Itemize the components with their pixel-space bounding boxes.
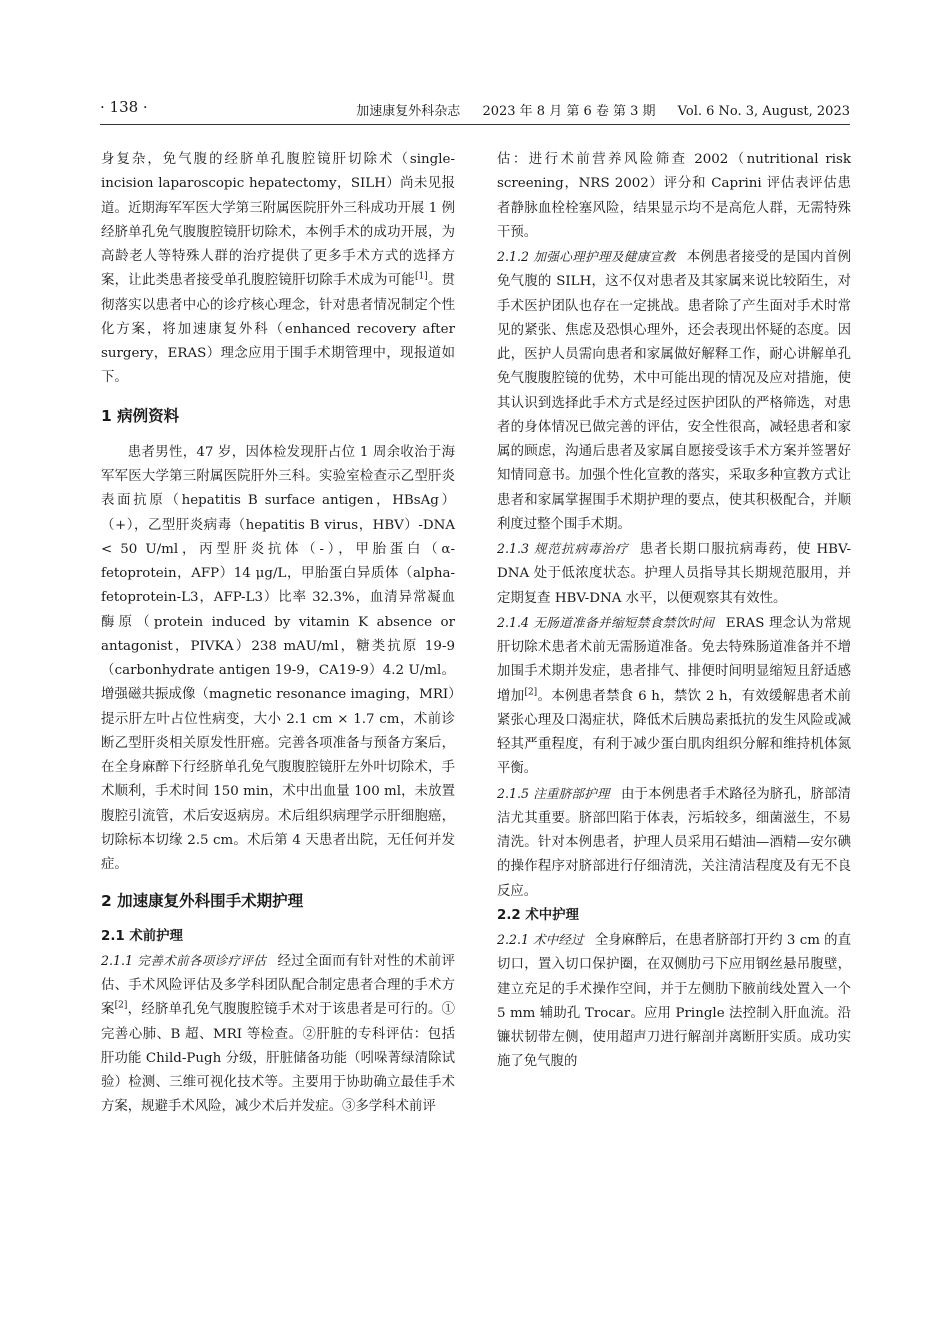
subsection-title-2-1-3: 2.1.3 规范抗病毒治疗 [497, 541, 629, 556]
citation: [2] [114, 1000, 128, 1011]
subsection-title-2-1-4: 2.1.4 无肠道准备并缩短禁食禁饮时间 [497, 614, 715, 630]
journal-info [338, 100, 850, 119]
journal-name: 加速康复外科杂志 [356, 104, 461, 119]
header-rule [100, 124, 850, 125]
section-heading-1: 1 病例资料 [101, 406, 180, 425]
running-header [100, 98, 850, 122]
paragraph-2-1-1: 2.1.1 完善术前各项诊疗评估 经过全面而有针对性的术前评估、手术风险评估及多学科团队配合制定患者合理的手术方案[2]，经脐单孔免气腹腹腔镜手术对于该患者是可行的。①完善心肺、B 超、MRI 等检查。②肝脏的专科评估：包括肝功能 Child-Pugh 分级，肝脏储备功能（吲哚菁绿清除试验）检测、三维可视化技术等。主要用于协助确立最佳手术方案，规避手术风险，减少术后并发症。③多学科术前评 [101, 952, 456, 1115]
paragraph-2-1-3: 2.1.3 规范抗病毒治疗 患者长期口服抗病毒药，使 HBV-DNA 处于低浓度状态。护理人员指导其长期规范服用，并定期复查 HBV-DNA 水平，以便观察其有效性。 [497, 541, 851, 606]
paragraph-2-2-1: 2.2.1 术中经过 全身麻醉后，在患者脐部打开约 3 cm 的直切口，置入切口保护圈，在双侧肋弓下应用钢丝悬吊腹壁，建立充足的手术操作空间，并于左侧肋下腋前线处置入一个 5 mm 辅助孔 Trocar。应用 Pringle 法控制入肝血流。沿镰状韧带左侧，使用超声刀进行解剖并离断肝实质。成功实施了免气腹的 [497, 932, 851, 1070]
citation: [2] [524, 687, 538, 698]
section-heading-2: 2 加速康复外科围手术期护理 [101, 892, 304, 911]
subsection-title-2-1-2: 2.1.2 加强心理护理及健康宣教 [497, 249, 676, 264]
subsection-heading-2-2: 2.2 术中护理 [497, 907, 579, 923]
citation: [1] [414, 271, 428, 282]
intro-paragraph: 身复杂，免气腹的经脐单孔腹腔镜肝切除术（single-incision laparoscopic hepatectomy，SILH）尚未见报道。近期海军军医大学第三附属医院肝外三科成功开展 1 例经脐单孔免气腹腹腔镜肝切除术，本例手术的成功开展，为高龄老人等特殊人群的治疗提供了更多手术方式的选择方案，让此类患者接受单孔腹腔镜肝切除手术成为可能[1]。贯彻落实以患者中心的诊疗核心理念，针对患者情况制定个性化方案，将加速康复外科（enhanced recovery after surgery，ERAS）理念应用于围手术期管理中，现报道如下。 [101, 152, 456, 386]
left-column [101, 148, 455, 1120]
case-paragraph: 患者男性，47 岁，因体检发现肝占位 1 周余收治于海军军医大学第三附属医院肝外三科。实验室检查示乙型肝炎表面抗原（hepatitis B surface antigen，HBsAg）（+），乙型肝炎病毒（hepatitis B virus，HBV）-DNA < 50 U/ml，丙型肝炎抗体（-），甲胎蛋白（α-fetoprotein，AFP）14 μg/L，甲胎蛋白异质体（alpha-fetoprotein-L3，AFP-L3）比率 32.3%，血清异常凝血酶原（protein induced by vitamin K absence or antagonist，PIVKA）238 mAU/ml，糖类抗原 19-9（carbonhydrate antigen 19-9，CA19-9）4.2 U/ml。增强磁共振成像（magnetic resonance imaging，MRI）提示肝左叶占位性病变，大小 2.1 cm × 1.7 cm，术前诊断乙型肝炎相关原发性肝癌。完善各项准备与预备方案后，在全身麻醉下行经脐单孔免气腹腹腔镜肝左外叶切除术，手术顺利，手术时间 150 min，术中出血量 100 ml，未放置腹腔引流管，术后安返病房。术后组织病理学示肝细胞癌，切除标本切缘 2.5 cm。术后第 4 天患者出院，无任何并发症。 [101, 444, 455, 872]
page-number: · 138 · [100, 98, 148, 116]
subsection-heading-2-1: 2.1 术前护理 [101, 928, 183, 944]
paragraph-2-1-2: 2.1.2 加强心理护理及健康宣教 本例患者接受的是国内首例免气腹的 SILH，这不仅对患者及其家属来说比较陌生，对手术医护团队也存在一定挑战。患者除了产生面对手术时常见的紧张、焦虑及恐惧心理外，还会表现出怀疑的态度。因此，医护人员需向患者和家属做好解释工作，耐心讲解单孔免气腹腹腔镜的优势，术中可能出现的情况及应对措施，使其认识到选择此手术方式是经过医护团队的严格筛选，对患者的身体情况已做完善的评估，安全性很高，减轻患者和家属的顾虑，沟通后患者及家属自愿接受该手术方案并签署好知情同意书。加强个性化宣教的落实，采取多种宣教方式让患者和家属掌握围手术期护理的要点，使其积极配合，并顺利度过整个围手术期。 [497, 249, 851, 532]
paragraph-2-1-5: 2.1.5 注重脐部护理 由于本例患者手术路径为脐孔，脐部清洁尤其重要。脐部凹陷于体表，污垢较多，细菌滋生，不易清洗。针对本例患者，护理人员采用石蜡油—酒精—安尔碘的操作程序对脐部进行仔细清洗，关注清洁程度及有无不良反应。 [497, 785, 851, 899]
subsection-title-2-1-5: 2.1.5 注重脐部护理 [497, 785, 610, 801]
right-column [497, 148, 851, 1075]
subsection-title-2-2-1: 2.2.1 术中经过 [497, 932, 584, 947]
subsection-title-2-1-1: 2.1.1 完善术前各项诊疗评估 [101, 952, 267, 968]
paragraph-2-1-4: 2.1.4 无肠道准备并缩短禁食禁饮时间 ERAS 理念认为常规肝切除术患者术前无需肠道准备。免去特殊肠道准备并不增加围手术期并发症，患者排气、排便时间明显缩短且舒适感增加[2]。本例患者禁食 6 h，禁饮 2 h，有效缓解患者术前紧张心理及口渴症状，降低术后胰岛素抵抗的发生风险或减轻其严重程度，有利于减少蛋白肌肉组织分解和维持机体氮平衡。 [497, 614, 852, 777]
issue-english: Vol. 6 No. 3, August, 2023 [677, 104, 850, 119]
continued-paragraph: 估：进行术前营养风险筛查 2002（nutritional risk screening，NRS 2002）评分和 Caprini 评估表评估患者静脉血栓栓塞风险，结果显示均不是高危人群，无需特殊干预。 [497, 152, 851, 240]
issue-chinese: 2023 年 8 月 第 6 卷 第 3 期 [482, 104, 656, 119]
